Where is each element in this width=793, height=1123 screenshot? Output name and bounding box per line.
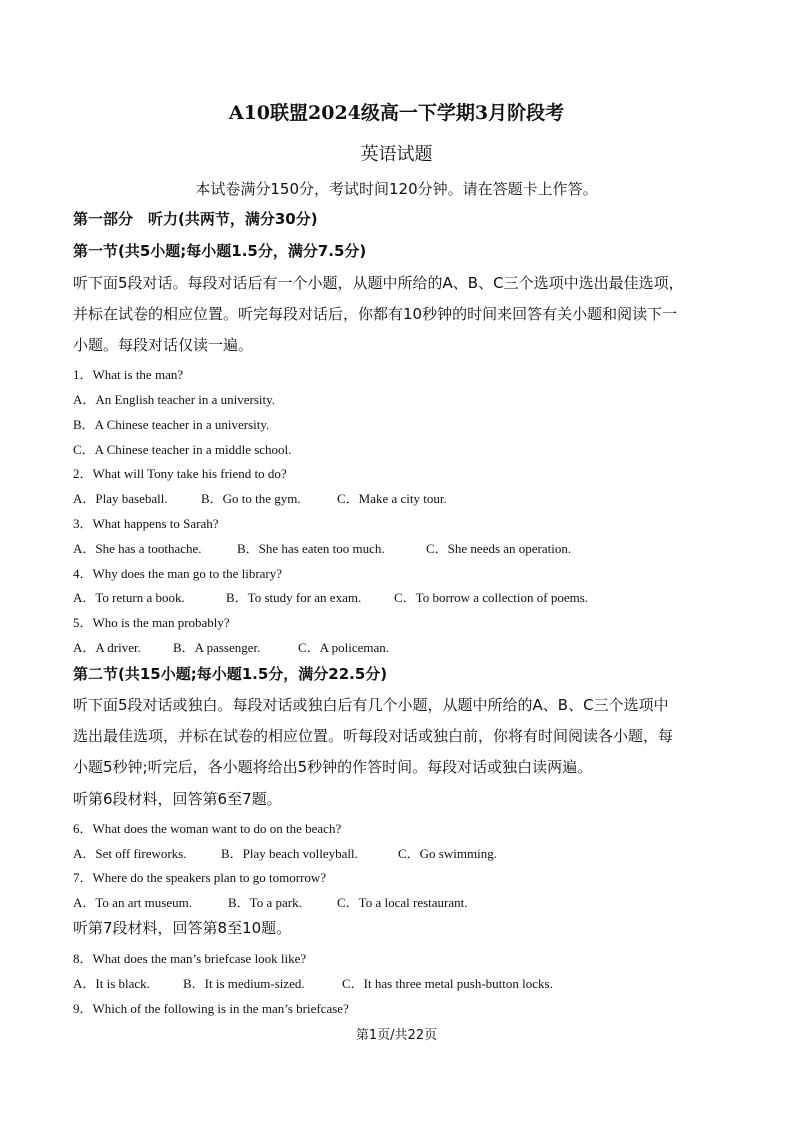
question-8-option-a: A．It is black. — [73, 976, 150, 991]
question-6-option-a: A．Set off fireworks. — [73, 846, 187, 861]
material-6-heading: 听第6段材料，回答第6至7题。 — [73, 790, 282, 808]
question-2-option-c: C．Make a city tour. — [337, 491, 447, 506]
question-1-option-c: C．A Chinese teacher in a middle school. — [73, 442, 292, 457]
material-7-heading: 听第7段材料，回答第8至10题。 — [73, 919, 292, 937]
question-1-option-b: B．A Chinese teacher in a university. — [73, 417, 270, 432]
question-4-option-b: B．To study for an exam. — [226, 590, 362, 605]
section2-instructions-line2: 选出最佳选项，并标在试卷的相应位置。听每段对话或独白前，你将有时间阅读各小题，每 — [73, 727, 674, 745]
question-7-option-b: B．To a park. — [228, 895, 302, 910]
question-6-option-b: B．Play beach volleyball. — [221, 846, 358, 861]
question-7-option-c: C．To a local restaurant. — [337, 895, 468, 910]
question-3: 3．What happens to Sarah? — [73, 516, 219, 531]
question-1: 1．What is the man? — [73, 367, 184, 382]
question-1-option-a: A．An English teacher in a university. — [73, 392, 276, 407]
section1-instructions-line2: 并标在试卷的相应位置。听完每段对话后，你都有10秒钟的时间来回答有关小题和阅读下一 — [73, 305, 678, 323]
question-4-option-a: A．To return a book. — [73, 590, 185, 605]
question-5-option-a: A．A driver. — [73, 640, 141, 655]
section1-instructions-line1: 听下面5段对话。每段对话后有一个小题，从题中所给的A、B、C三个选项中选出最佳选项， — [73, 274, 684, 292]
question-3-option-c: C．She needs an operation. — [426, 541, 572, 556]
question-3-option-b: B．She has eaten too much. — [237, 541, 385, 556]
section1-instructions-line3: 小题。每段对话仅读一遍。 — [73, 336, 254, 354]
section2-instructions-line1: 听下面5段对话或独白。每段对话或独白后有几个小题，从题中所给的A、B、C三个选项中 — [73, 696, 669, 714]
section1-heading: 第一节(共5小题;每小题1.5分，满分7.5分) — [73, 242, 367, 260]
exam-title: A10联盟2024级高一下学期3月阶段考 — [228, 102, 565, 124]
question-8: 8．What does the man’s briefcase look like? — [73, 951, 307, 966]
question-4-option-c: C．To borrow a collection of poems. — [394, 590, 589, 605]
section2-instructions-line3: 小题5秒钟;听完后，各小题将给出5秒钟的作答时间。每段对话或独白读两遍。 — [73, 758, 593, 776]
question-8-option-b: B．It is medium-sized. — [183, 976, 305, 991]
question-4: 4．Why does the man go to the library? — [73, 566, 283, 581]
question-2-option-b: B．Go to the gym. — [201, 491, 301, 506]
question-6: 6．What does the woman want to do on the beach? — [73, 821, 342, 836]
question-2: 2．What will Tony take his friend to do? — [73, 466, 287, 481]
exam-intro: 本试卷满分150分，考试时间120分钟。请在答题卡上作答。 — [195, 180, 598, 198]
question-8-option-c: C．It has three metal push-button locks. — [342, 976, 553, 991]
exam-subtitle: 英语试题 — [360, 144, 433, 165]
question-5-option-b: B．A passenger. — [173, 640, 261, 655]
question-5-option-c: C．A policeman. — [298, 640, 389, 655]
question-5: 5．Who is the man probably? — [73, 615, 230, 630]
question-3-option-a: A．She has a toothache. — [73, 541, 202, 556]
section2-heading: 第二节(共15小题;每小题1.5分，满分22.5分) — [73, 665, 388, 683]
question-9: 9．Which of the following is in the man’s briefcase? — [73, 1001, 349, 1016]
question-2-option-a: A．Play baseball. — [73, 491, 168, 506]
page-number-footer: 第1页/共22页 — [355, 1028, 438, 1043]
question-7-option-a: A．To an art museum. — [73, 895, 192, 910]
question-6-option-c: C．Go swimming. — [398, 846, 497, 861]
question-7: 7．Where do the speakers plan to go tomorrow? — [73, 870, 327, 885]
part1-heading: 第一部分 听力(共两节，满分30分) — [73, 210, 318, 228]
